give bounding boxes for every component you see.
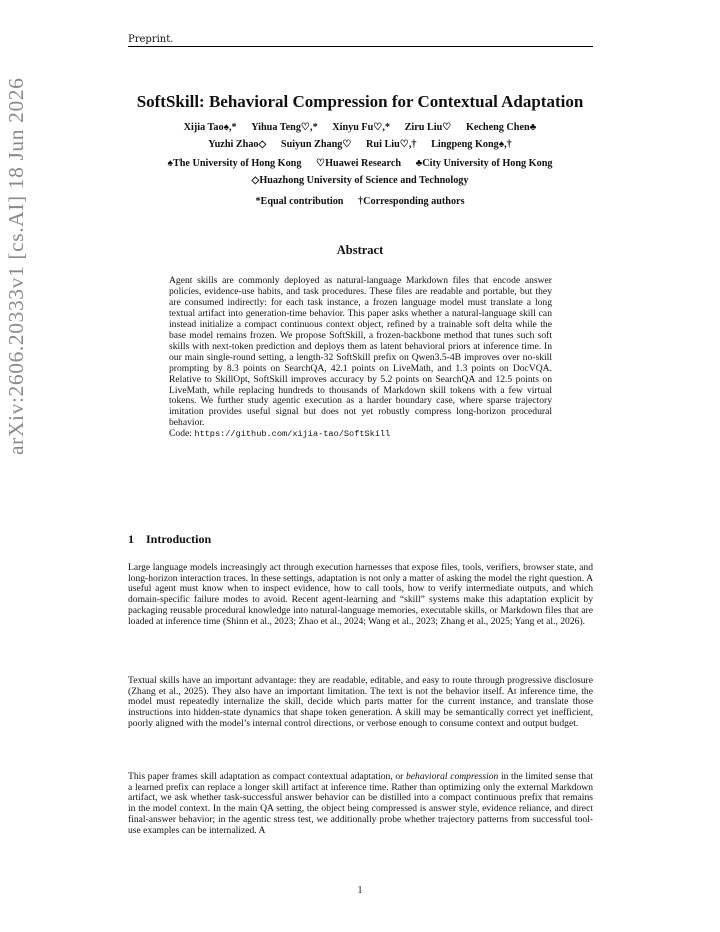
abstract-heading: Abstract <box>336 243 384 257</box>
author-name: Yuzhi Zhao◇ <box>208 139 267 150</box>
author-name: Ziru Liu♡ <box>404 122 452 133</box>
author-list-line-2 <box>100 136 620 153</box>
section-number: 1 <box>128 532 134 546</box>
affiliation: ♠The University of Hong Kong <box>167 158 302 169</box>
author-name: Xinyu Fu♡,* <box>332 122 391 133</box>
author-name: Xijia Tao♠,* <box>183 122 237 133</box>
section-heading <box>128 532 211 547</box>
abstract-body <box>169 276 552 440</box>
code-label: Code: <box>169 428 192 440</box>
intro-paragraph-3 <box>128 772 593 836</box>
author-name: Suiyun Zhang♡ <box>280 139 352 150</box>
code-link[interactable]: https://github.com/xijia-tao/SoftSkill <box>194 429 391 440</box>
equal-contribution-note: *Equal contribution <box>255 196 344 207</box>
affiliation: ♡Huawei Research <box>315 158 402 169</box>
affiliation: ◇Huazhong University of Science and Technology <box>251 175 469 186</box>
author-name: Lingpeng Kong♠,† <box>431 139 512 150</box>
author-name: Rui Liu♡,† <box>366 139 417 150</box>
author-name: Kecheng Chen♣ <box>465 122 537 133</box>
page-number: 1 <box>357 885 363 896</box>
intro-paragraph-1: Large language models increasingly act through execution harnesses that expose files, tools, verifiers, browser state, and long-horizon interaction traces. In these settings, adaptation is not only a matter of asking the model the right question. A useful agent must know when to inspect evidence, how to call tools, how to verify intermediate outputs, and which domain-specific failure modes to avoid. Recent agent-learning and “skill” systems make this adaptation explicit by packaging reusable procedural knowledge into natural-language memories, executable skills, or Markdown files that are loaded at inference time (Shinn et al., 2023; Zhao et al., 2024; Wang et al., 2023; Zhang et al., 2025; Yang et al., 2026). <box>128 562 593 627</box>
affiliations-line-2 <box>100 172 620 189</box>
affiliations-line-1 <box>100 155 620 172</box>
author-list-line-1 <box>100 119 620 136</box>
abstract-text: Agent skills are commonly deployed as natural-language Markdown files that encode answer policies, evidence-use habits, and task procedures. These files are readable and portable, but they are consumed indirectly: for each task instance, a frozen language model must translate a long textual artifact into generation-time behavior. This paper asks whether a natural-language skill can instead initialize a compact continuous context object, refined by a trainable soft delta while the base model remains frozen. We propose SoftSkill, a frozen-backbone method that tunes such soft skills with next-token prediction and deploys them as latent behavioral priors at inference time. In our main single-round setting, a length-32 SoftSkill prefix on Qwen3.5-4B improves over no-skill prompting by 8.3 points on SearchQA, 42.1 points on LiveMath, and 1.3 points on DocVQA. Relative to SkillOpt, SoftSkill improves accuracy by 5.2 points on SearchQA and 12.5 points on LiveMath, while replacing hundreds to thousands of Markdown skill tokens with a few virtual tokens. We further study agentic execution as a harder boundary case, where sparse trajectory imitation provides useful signal but does not yet robustly compress long-horizon procedural behavior. <box>169 275 552 429</box>
paragraph-text: in the limited sense that a learned prefix can replace a longer skill artifact at inference time. Rather than optimizing only the external Markdown artifact, we ask whether task-successful answer behavior can be distilled into a compact continuous prefix that remains in the model context. In the main QA setting, the object being compressed is answer style, evidence reliance, and direct final-answer behavior; in the agentic stress test, we additionally probe whether trajectory patterns from successful tool-use examples can be internalized. A <box>128 771 593 836</box>
paper-title: SoftSkill: Behavioral Compression for Contextual Adaptation <box>136 92 584 111</box>
paragraph-text: This paper frames skill adaptation as compact contextual adaptation, or <box>128 771 406 782</box>
running-header: Preprint. <box>128 34 174 45</box>
emphasized-term: behavioral compression <box>406 771 499 782</box>
arxiv-sidebar-stamp: arXiv:2606.20333v1 [cs.AI] 18 Jun 2026 <box>4 77 28 455</box>
header-rule <box>128 46 593 47</box>
affiliation: ♣City University of Hong Kong <box>415 158 553 169</box>
author-notes <box>100 193 620 210</box>
section-title: Introduction <box>146 532 212 546</box>
intro-paragraph-2: Textual skills have an important advantage: they are readable, editable, and easy to route through progressive disclosure (Zhang et al., 2025). They also have an important limitation. The text is not the behavior itself. At inference time, the model must repeatedly internalize the skill, decide which parts matter for the current instance, and translate those instructions into hidden-state dynamics that shape token generation. A skill may be semantically correct yet inefficient, poorly aligned with the model’s internal control directions, or verbose enough to consume context and output budget. <box>128 675 593 729</box>
corresponding-author-note: †Corresponding authors <box>358 196 465 207</box>
author-name: Yihua Teng♡,* <box>251 122 318 133</box>
